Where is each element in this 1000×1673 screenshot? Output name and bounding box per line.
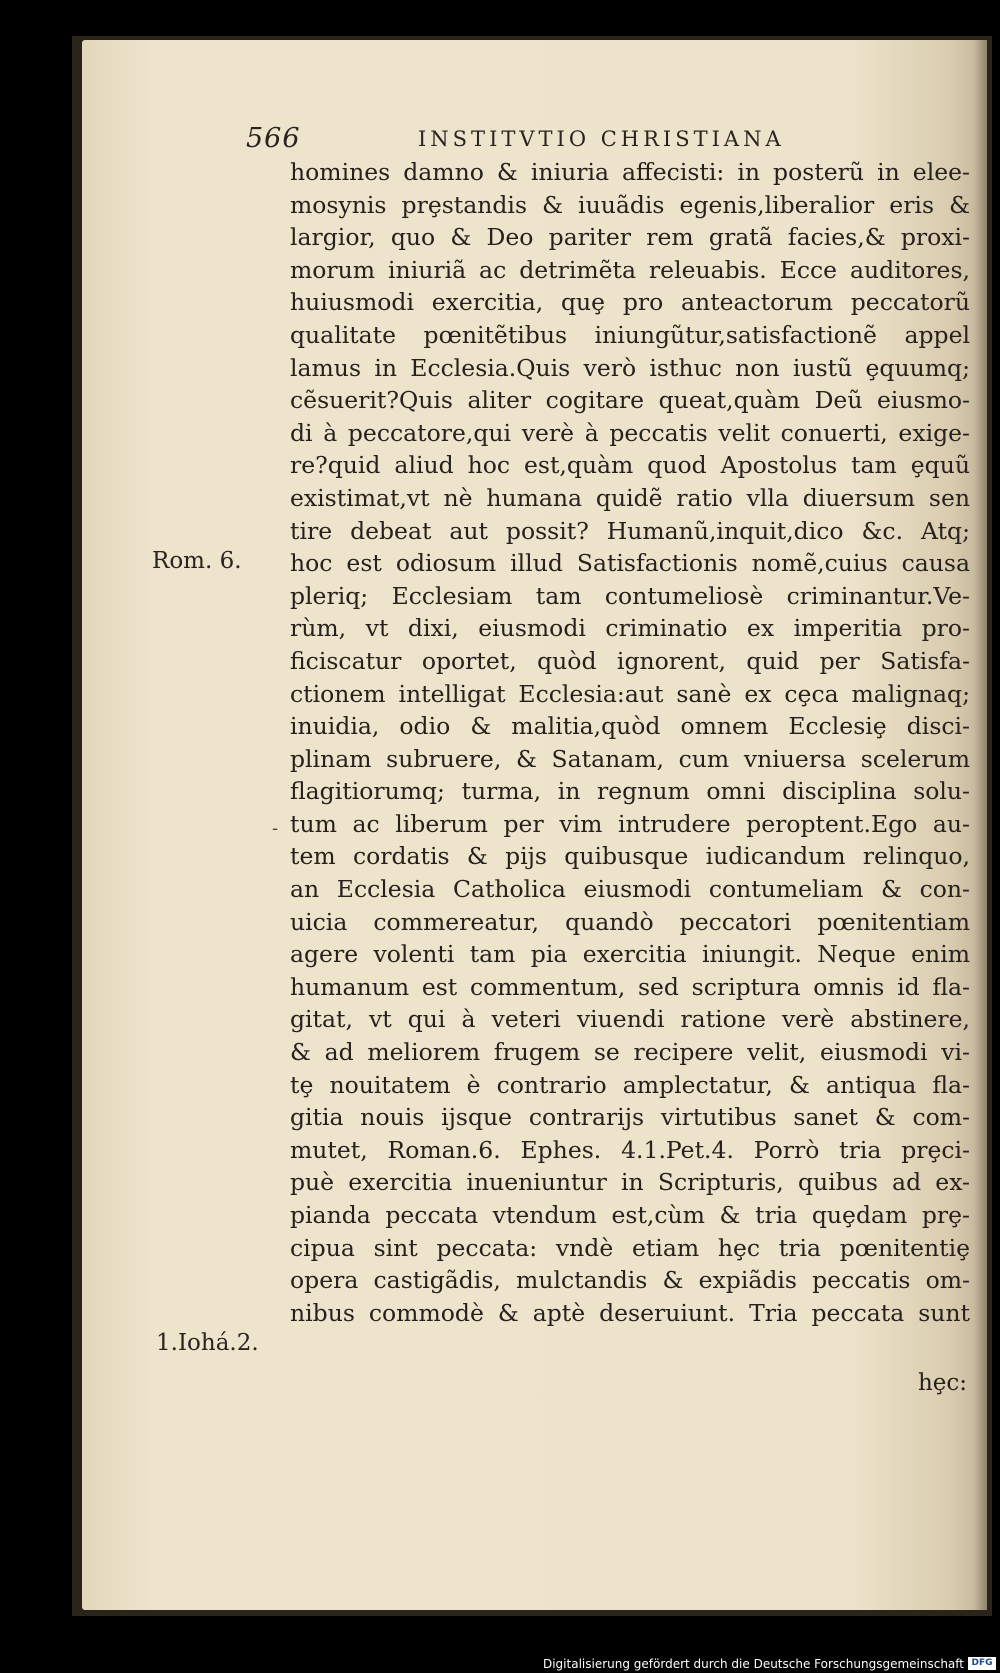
running-title: INSTITVTIO CHRISTIANA: [418, 127, 785, 151]
text-line: di à peccatore,qui verè à peccatis velit conuerti, exige-: [290, 418, 970, 447]
text-line: pleriq; Ecclesiam tam contumeliosè criminantur.Ve-: [290, 581, 970, 610]
page-number: 566: [246, 123, 301, 154]
text-line: gitat, vt qui à veteri viuendi ratione verè abstinere,: [290, 1005, 970, 1034]
text-line: cipua sint peccata: vndè etiam hȩc tria pœnitentiȩ: [290, 1233, 970, 1262]
text-line: agere volenti tam pia exercitia iniungit. Neque enim: [290, 940, 970, 969]
text-line: inuidia, odio & malitia,quòd omnem Ecclesiȩ disci-: [290, 712, 970, 741]
text-line: ctionem intelligat Ecclesia:aut sanè ex cȩca malignaq;: [290, 679, 970, 708]
text-line: tem cordatis & pijs quibusque iudicandum relinquo,: [290, 842, 970, 871]
stray-margin-mark: -: [272, 818, 279, 839]
text-line: tȩ nouitatem è contrario amplectatur, & antiqua fla-: [290, 1070, 970, 1099]
text-line: qualitate pœnitẽtibus iniungũtur,satisfactionẽ appel: [290, 320, 970, 349]
text-line: mutet, Roman.6. Ephes. 4.1.Pet.4. Porrò tria prȩci-: [290, 1135, 970, 1164]
text-line: mosynis prȩstandis & iuuãdis egenis,liberalior eris &: [290, 190, 970, 219]
text-line: morum iniuriã ac detrimẽta releuabis. Ecce auditores,: [290, 255, 970, 284]
text-line: gitia nouis ijsque contrarijs virtutibus sanet & com-: [290, 1103, 970, 1132]
text-line: re?quid aliud hoc est,quàm quod Apostolus tam ȩquũ: [290, 451, 970, 480]
funding-credit: Digitalisierung gefördert durch die Deutsche Forschungsgemeinschaft: [542, 1657, 964, 1671]
text-line: largior, quo & Deo pariter rem gratã facies,& proxi-: [290, 223, 970, 252]
text-line: lamus in Ecclesia.Quis verò isthuc non iustũ ȩquumq;: [290, 353, 970, 382]
text-line: humanum est commentum, sed scriptura omnis id fla-: [290, 972, 970, 1001]
catchword: hȩc:: [917, 1370, 967, 1396]
text-line: homines damno & iniuria affecisti: in posterũ in elee-: [290, 158, 970, 186]
margin-note-romans: Rom. 6.: [152, 548, 242, 574]
text-line: existimat,vt nè humana quidẽ ratio vlla diuersum sen: [290, 483, 970, 512]
text-line: flagitiorumq; turma, in regnum omni disciplina solu-: [290, 777, 970, 806]
page-gutter: [973, 40, 987, 1610]
text-line: nibus commodè & aptè deseruiunt. Tria peccata sunt: [290, 1298, 970, 1327]
text-line: rùm, vt dixi, eiusmodi criminatio ex imperitia pro-: [290, 614, 970, 643]
text-line: tum ac liberum per vim intrudere peroptent.Ego au-: [290, 809, 970, 838]
text-line: hoc est odiosum illud Satisfactionis nomẽ,cuius causa: [290, 549, 970, 578]
text-line: puè exercitia inueniuntur in Scripturis, quibus ad ex-: [290, 1168, 970, 1197]
text-line: an Ecclesia Catholica eiusmodi contumeliam & con-: [290, 875, 970, 904]
text-line: plinam subruere, & Satanam, cum vniuersa scelerum: [290, 744, 970, 773]
text-line: & ad meliorem frugem se recipere velit, eiusmodi vi-: [290, 1038, 970, 1067]
body-text: [290, 156, 970, 1329]
text-line: tire debeat aut possit? Humanũ,inquit,dico &c. Atq;: [290, 516, 970, 545]
footer-bar: [0, 1653, 1000, 1673]
text-line: cẽsuerit?Quis aliter cogitare queat,quàm Deũ eiusmo-: [290, 386, 970, 415]
dfg-logo: DFG: [968, 1657, 996, 1670]
text-line: pianda peccata vtendum est,cùm & tria quȩdam prȩ-: [290, 1201, 970, 1229]
text-line: opera castigãdis, mulctandis & expiãdis peccatis om-: [290, 1266, 970, 1295]
text-line: huiusmodi exercitia, quȩ pro anteactorum peccatorũ: [290, 288, 970, 317]
text-line: ficiscatur oportet, quòd ignorent, quid per Satisfa-: [290, 646, 970, 675]
margin-note-iohannes: 1.Iohá.2.: [156, 1330, 259, 1356]
text-line: uicia commereatur, quandò peccatori pœnitentiam: [290, 907, 970, 936]
